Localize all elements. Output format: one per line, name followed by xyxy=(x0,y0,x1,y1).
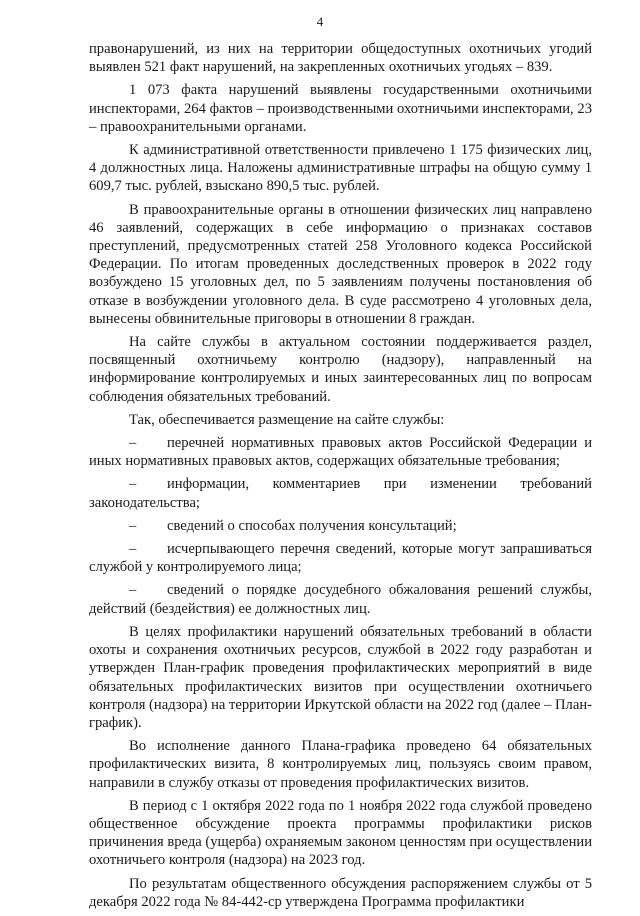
paragraph: К административной ответственности привлечено 1 175 физических лиц, 4 должностных лица. Наложены административные штрафы на общую сумму 1 609,7 тыс. рублей, взыскано 890,5 тыс. рублей. xyxy=(89,142,592,195)
list-item-text: информации, комментариев при изменении требований законодательства; xyxy=(89,476,592,511)
paragraph: В период с 1 октября 2022 года по 1 ноября 2022 года службой проведено общественное обсуждение проекта программы профилактики рисков причинения вреда (ущерба) охраняемым законом ценностям при осуществлении охотничьего контроля (надзора) на 2023 год. xyxy=(89,797,592,869)
list-item xyxy=(89,434,592,470)
list-item-text: перечней нормативных правовых актов Российской Федерации и иных нормативных правовых актов, содержащих обязательные требования; xyxy=(89,435,592,470)
list-dash: – xyxy=(129,517,137,534)
list-item-text: сведений о способах получения консультаций; xyxy=(167,517,457,534)
paragraph: По результатам общественного обсуждения распоряжением службы от 5 декабря 2022 года № 84-442-ср утверждена Программа профилактики xyxy=(89,875,592,910)
paragraph: На сайте службы в актуальном состоянии поддерживается раздел, посвященный охотничьему контролю (надзору), направленный на информирование контролируемых и иных заинтересованных лиц по вопросам соблюдения обязательных требований. xyxy=(89,334,592,405)
list-item xyxy=(89,517,592,535)
list-item xyxy=(89,581,592,617)
paragraph: правонарушений, из них на территории общедоступных охотничьих угодий выявлен 521 факт нарушений, на закрепленных охотничьих угодьях – 839. xyxy=(89,41,592,76)
list-dash: – xyxy=(129,582,137,599)
paragraph: Так, обеспечивается размещение на сайте службы: xyxy=(129,411,445,428)
paragraph: Во исполнение данного Плана-графика проведено 64 обязательных профилактических визита, 8 контролируемых лиц, пользуясь своим правом, направили в службу отказы от проведения профилактических визитов. xyxy=(89,738,592,791)
paragraph: 1 073 факта нарушений выявлены государственными охотничьими инспекторами, 264 фактов – производственными охотничьими инспекторами, 23 – правоохранительными органами. xyxy=(89,82,592,135)
list-item-text: исчерпывающего перечня сведений, которые могут запрашиваться службой у контролируемого лица; xyxy=(89,541,592,576)
paragraph: В целях профилактики нарушений обязательных требований в области охоты и сохранения охотничьих ресурсов, службой в 2022 году разработан и утвержден План-график проведения профилактических мероприятий в виде обязательных профилактических визитов при осуществлении охотничьего контроля (надзора) на территории Иркутской области на 2022 год (далее – План-график). xyxy=(89,623,592,731)
list-item xyxy=(89,540,592,576)
list-dash: – xyxy=(129,435,137,452)
list-dash: – xyxy=(129,541,137,558)
list-item xyxy=(89,475,592,511)
list-dash: – xyxy=(129,476,137,493)
list-item-text: сведений о порядке досудебного обжалования решений службы, действий (бездействия) ее должностных лиц. xyxy=(89,582,592,617)
document-body xyxy=(89,40,592,916)
paragraph: В правоохранительные органы в отношении физических лиц направлено 46 заявлений, содержащих в себе информацию о признаках составов преступлений, предусмотренных статей 258 Уголовного кодекса Российской Федерации. По итогам проведенных доследственных проверок в 2022 году возбуждено 15 уголовных дел, по 5 заявлениям получены постановления об отказе в возбуждении уголовного дела. В суде рассмотрено 4 уголовных дела, вынесены обвинительные приговоры в отношении 8 граждан. xyxy=(89,201,592,327)
page-number: 4 xyxy=(316,14,324,29)
